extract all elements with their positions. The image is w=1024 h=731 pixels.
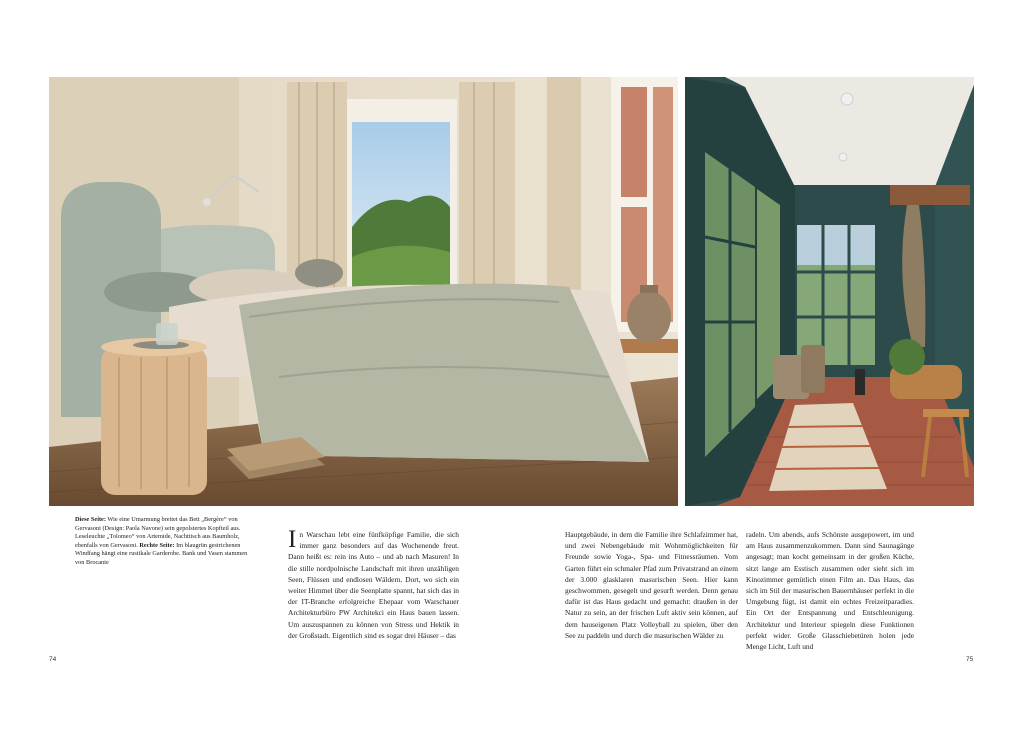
article-column-1 bbox=[288, 526, 459, 641]
caption-right-side-text: Im blaugrün gestrichenen Windfang hängt eine rustikale Garderobe. Bank und Vasen stammen von Brocante bbox=[75, 541, 248, 566]
bedroom-photo bbox=[49, 77, 678, 506]
article-text-3: radeln. Um abends, aufs Schönste ausgepowert, im und am Haus zusammenzukommen. Dann sind Saunagänge angesagt; man kocht gemeinsam in der großen Küche, sitzt lange am Esstisch zusammen oder sieht sich im Kinozimmer gemütlich einen Film an. Das Haus, das sich im Stil der masurischen Bauernhäuser perfekt in die Umgebung fügt, ist damit ein echtes Freizeitparadies. Ein Ort der Entspannung und Entschleunigung. Architektur und Interieur spiegeln diese Funktionen perfekt wider. Große Glasschiebetüren holen jede Menge Licht, Luft und bbox=[746, 530, 914, 652]
article-column-2 bbox=[565, 529, 738, 641]
article-text-2: Hauptgebäude, in dem die Familie ihre Schlafzimmer hat, und zwei Nebengebäude mit Wohnmöglichkeiten für Freunde sowie Yoga-, Spa- und Fitnessräumen. Vom Garten führt ein schmaler Pfad zum Privatstrand an einem der 3.000 glasklaren masurischen Seen. Hier kann geschwommen, gesegelt und gesurft werden. Denn genau dafür ist das Haus gedacht und gemacht: draußen in der Natur zu sein, an der frischen Luft aktiv sein können, auf dem hauseigenen Platz Volleyball zu spielen, über den See zu paddeln und durch die masurischen Wälder zu bbox=[565, 530, 738, 640]
caption-this-side-label: Diese Seite: bbox=[75, 516, 106, 523]
hallway-photo bbox=[685, 77, 974, 506]
bedroom-illustration bbox=[49, 77, 678, 506]
page-number-left: 74 bbox=[49, 656, 57, 663]
hallway-illustration bbox=[685, 77, 974, 506]
article-text-1: n Warschau lebt eine fünfköpfige Familie, die sich immer ganz besonders auf das Wochenende freut. Dann heißt es: rein ins Auto – und ab nach Masuren! In die stille nordpolnische Landschaft mit ihren unzähligen Seen, Flüssen und endlosen Wäldern. Dort, wo sich ein weiter Himmel über die Seenplatte spannt, hat sich das in der IT-Branche erfolgreiche Ehepaar vom Warschauer Architekturbüro PW Architekci ein Haus bauen lassen. Um auszuspannen zu können von Stress und Hektik in der Großstadt. Eigentlich sind es sogar drei Häuser – das bbox=[288, 530, 459, 640]
caption-right-side-label: Rechte Seite: bbox=[139, 541, 175, 549]
article-column-3 bbox=[746, 529, 914, 652]
caption-this-side-text: Wie eine Umarmung breitet das Bett „Bergère“ von Gervasoni (Design: Paola Navone) sein gepolstertes Kopfteil aus. Leseleuchte „Tolomeo“ von Artemide, Nachttisch aus Baumholz, ebenfalls von Gervasoni. bbox=[75, 516, 241, 549]
page-number-right: 75 bbox=[966, 656, 974, 663]
drop-cap: I bbox=[288, 526, 297, 553]
photo-caption bbox=[75, 516, 255, 568]
